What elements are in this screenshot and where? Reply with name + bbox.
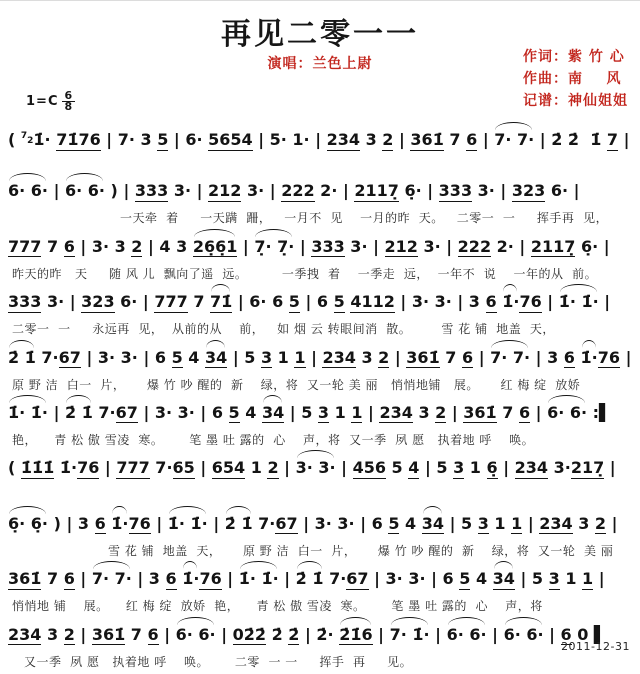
music-system	[8, 172, 638, 227]
score	[8, 117, 638, 671]
music-system	[8, 339, 638, 394]
music-system	[8, 449, 638, 504]
notation-line: 6̣· 6̣· ) | 3 6 1̇·76 | 1̇· 1̇· | 2̇ 1̇ 7·67 | 3· 3· | 6 5 4 34 | 5 3 1 1 | 234 3 2 |	[8, 513, 618, 533]
time-signature-beats: 6	[64, 89, 74, 102]
lyrics-line: 二零一 一 永远再 见， 从前的从 前， 如 烟 云 转眼间消 散。 雪 花 铺 地盖 天，	[12, 322, 555, 337]
credits-block	[523, 46, 628, 112]
time-signature	[62, 91, 75, 112]
music-system	[8, 505, 638, 560]
music-system	[8, 616, 638, 671]
composer-credit: 作曲：南 风	[523, 71, 622, 87]
date-stamp: 2011-12-31	[561, 640, 630, 653]
music-system	[8, 394, 638, 449]
notation-line: 234 3 2 | 361̇ 7 6 | 6· 6· | 02̇2̇ 2̇ 2̇ | 2̇· 2̇1̇6 | 7· 1̇· | 6· 6· | 6· 6· | 6 0 ▌	[8, 624, 607, 644]
lyrics-line	[8, 487, 638, 504]
lyricist-credit: 作词：紫 竹 心	[523, 49, 625, 65]
music-system	[8, 283, 638, 338]
music-system	[8, 560, 638, 615]
lyrics-line: 雪 花 铺 地盖 天， 原 野 洁 白一 片， 爆 竹 吵 醒的 新 绿，将 又一轮 美 丽	[108, 543, 614, 558]
notation-line: 333 3· | 323 6· | 777 7 71̇ | 6· 6 5 | 6 5 4112 | 3· 3· | 3 6 1̇·76 | 1̇· 1̇· |	[8, 292, 611, 312]
singer-credit: 演唱：兰色上尉	[267, 56, 373, 72]
notation-line: 361̇ 7 6 | 7· 7· | 3 6 1̇·76 | 1̇· 1̇· | 2̇ 1̇ 7·67 | 3· 3· | 6 5 4 34 | 5 3 1 1 |	[8, 569, 605, 589]
lyrics-line: 昨天的昨 天 随 风 儿 飘向了遥 远。 一季拽 着 一季走 远， 一年不 说 一年的从 前。	[12, 266, 598, 281]
key-label: 1=C	[26, 94, 59, 109]
time-signature-unit: 8	[64, 100, 74, 113]
key-signature	[26, 91, 75, 112]
notation-line: 1̇· 1̇· | 2̇ 1̇ 7·67 | 3· 3· | 6 5 4 34 | 5 3 1 1 | 234 3 2 | 361̇ 7 6 | 6· 6· :▌	[8, 402, 612, 422]
music-system	[8, 117, 638, 172]
notation-line: 2̇ 1̇ 7·67 | 3· 3· | 6 5 4 34 | 5 3 1 1 | 234 3 2 | 361̇ 7 6 | 7· 7· | 3 6 1̇·76 |	[8, 347, 632, 367]
lyrics-line: 原 野 洁 白一 片， 爆 竹 吵 醒的 新 绿，将 又一轮 美 丽 悄悄地铺 展。 红 梅 绽 放娇	[12, 377, 581, 392]
lyrics-line	[8, 155, 638, 172]
music-system	[8, 228, 638, 283]
lyrics-line: 又一季 夙 愿 执着地 呼 唤。 二零 一 一 挥手 再 见。	[24, 654, 413, 669]
notation-line: ( 1̇1̇1̇ 1̇·76 | 777 7·65 | 654 1 2 | 3· 3· | 456 5 4 | 5 3 1 6̣ | 234 3·217̣ |	[8, 458, 616, 478]
lyrics-line: 一天牵 着 一天蹒 跚， 一月不 见 一月的昨 天。 二零一 一 挥手再 见，	[120, 211, 609, 226]
notation-line: 777 7 6 | 3· 3 2 | 4 3 26̣6̣1 | 7̣· 7̣· | 333 3· | 212 3· | 222 2· | 2117̣ 6̣· |	[8, 236, 610, 256]
transcriber-credit: 记谱：神仙姐姐	[523, 93, 628, 109]
lyrics-line: 艳， 青 松 傲 雪凌 寒。 笔 墨 吐 露的 心 声，将 又一季 夙 愿 执着地 呼 唤。	[12, 432, 535, 447]
lyrics-line: 悄悄地 铺 展。 红 梅 绽 放娇 艳， 青 松 傲 雪凌 寒。 笔 墨 吐 露的 心 声，将	[12, 599, 543, 614]
notation-line: ( $^7$21̇· 71̇76 | 7· 3 5 | 6· 5654 | 5· 1· | 234 3 2 | 361̇ 7 6 | 7· 7· | 2̇ 2̇ 1̇ 7 |	[8, 130, 630, 149]
notation-line: 6· 6· | 6· 6· ) | 333 3· | 212 3· | 222 2· | 2117̣ 6̣· | 333 3· | 323 6· |	[8, 181, 580, 201]
song-title: 再见二零一一	[221, 17, 419, 52]
